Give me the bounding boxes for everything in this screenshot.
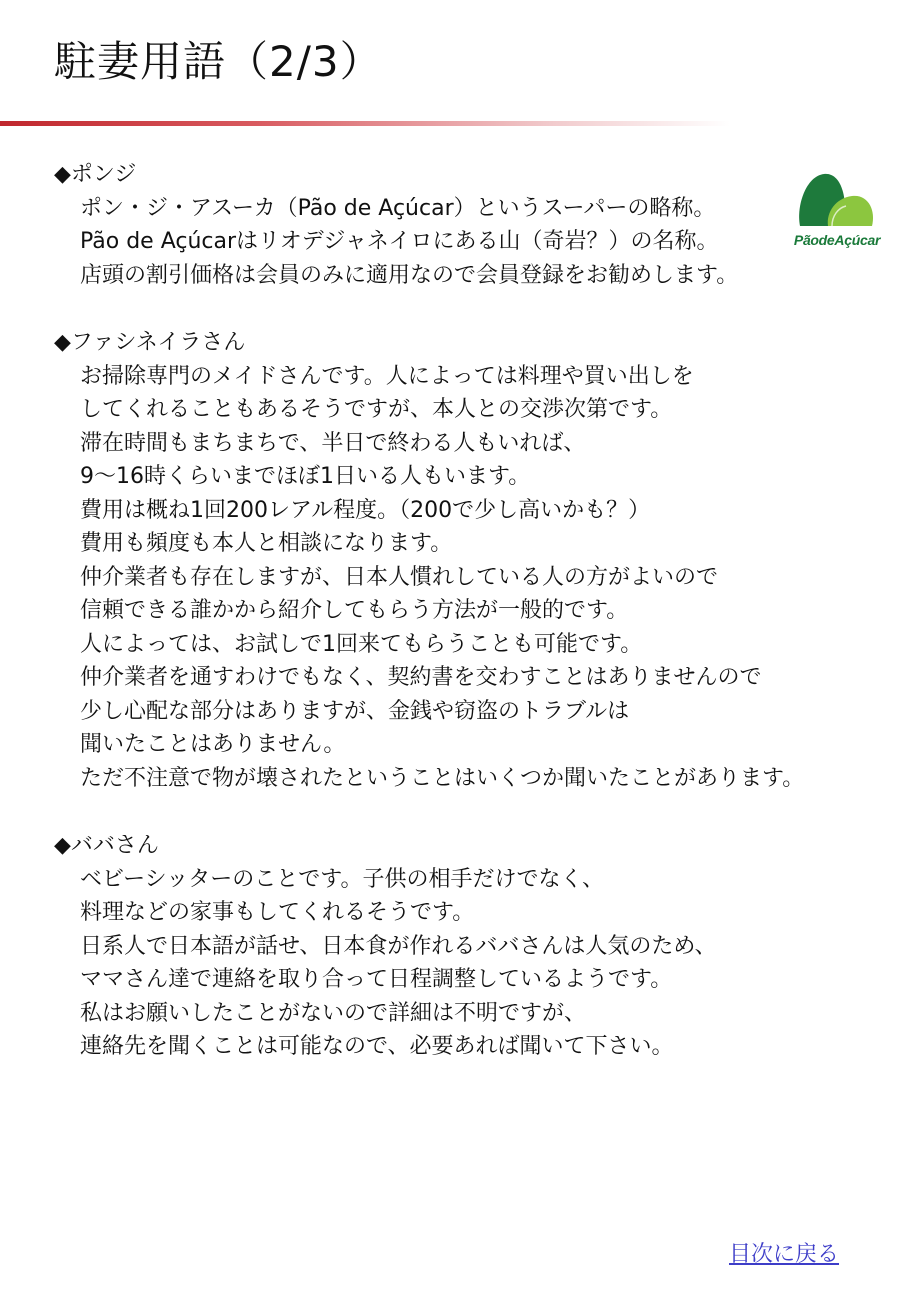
text-line: 聞いたことはありません。	[80, 732, 346, 757]
section-baba	[54, 829, 894, 1064]
text-line: 滞在時間もまちまちで、半日で終わる人もいれば、	[80, 430, 586, 456]
text-line: 人によっては、お試しで1回来てもらうことも可能です。	[80, 631, 643, 657]
text-line: ベビーシッターのことです。子供の相手だけでなく、	[80, 866, 605, 892]
text-line: お掃除専門のメイドさんです。人によっては料理や買い出しを	[80, 363, 694, 389]
text-line: 私はお願いしたことがないので詳細は不明ですが、	[80, 1000, 587, 1026]
section-heading: ◆ファシネイラさん	[54, 330, 246, 355]
section-heading: ◆ポンジ	[54, 162, 137, 187]
text-line: 費用も頻度も本人と相談になります。	[80, 531, 453, 556]
text-line: 仲介業者も存在しますが、日本人慣れしている人の方がよいので	[80, 564, 719, 590]
section-heading: ◆ババさん	[54, 833, 159, 858]
pao-de-acucar-logo-mark	[792, 170, 882, 232]
text-line: 9〜16時くらいまでほぼ1日いる人もいます。	[80, 464, 531, 489]
text-line: 費用は概ね1回200レアル程度。（200で少し高いかも？）	[80, 497, 651, 523]
title-divider	[0, 121, 730, 126]
logo-text: PãodeAçúcar	[793, 232, 881, 248]
text-line: 少し心配な部分はありますが、金銭や窃盗のトラブルは	[80, 698, 630, 724]
section-pongi	[54, 158, 894, 292]
text-line: ママさん達で連絡を取り合って日程調整しているようです。	[80, 967, 673, 992]
text-line: 日系人で日本語が話せ、日本食が作れるババさんは人気のため、	[80, 933, 717, 959]
text-line: 店頭の割引価格は会員のみに適用なので会員登録をお勧めします。	[80, 262, 739, 288]
page-title: 駐妻用語（2/3）	[54, 37, 383, 86]
back-to-toc-link[interactable]: 目次に戻る	[729, 1242, 840, 1267]
text-line: 仲介業者を通すわけでもなく、契約書を交わすことはありませんので	[80, 665, 762, 690]
text-line: 連絡先を聞くことは可能なので、必要あれば聞いて下さい。	[80, 1034, 674, 1059]
text-line: ただ不注意で物が壊されたということはいくつか聞いたことがあります。	[80, 765, 805, 791]
text-line: ポン・ジ・アスーカ（Pão de Açúcar）というスーパーの略称。	[80, 195, 716, 221]
section-faxineira	[54, 326, 894, 795]
text-line: Pão de Açúcarはリオデジャネイロにある山（奇岩？）の名称。	[80, 229, 719, 254]
text-line: してくれることもあるそうですが、本人との交渉次第です。	[80, 397, 673, 422]
text-line: 料理などの家事もしてくれるそうです。	[80, 900, 475, 925]
pao-de-acucar-logo	[792, 170, 882, 254]
text-line: 信頼できる誰かから紹介してもらう方法が一般的です。	[80, 598, 629, 623]
